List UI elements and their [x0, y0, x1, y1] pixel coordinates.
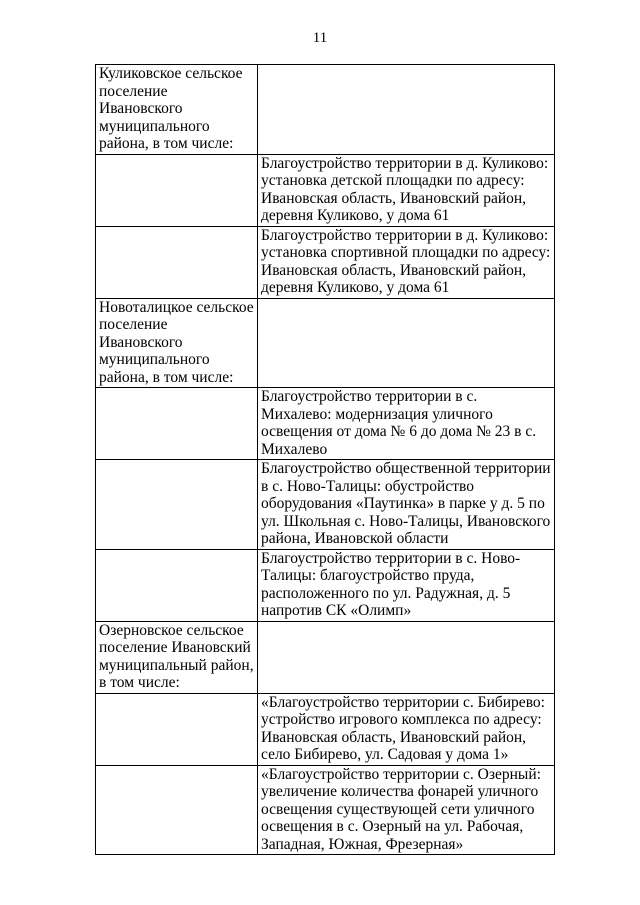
table-cell-settlement: [96, 388, 258, 460]
page-number: 11: [312, 30, 328, 46]
table-cell-settlement: [96, 460, 258, 550]
table-cell-project: Благоустройство территории в с. Михалево: модернизация уличного освещения от дома № 6 до дома № 23 в с. Михалево: [258, 388, 555, 460]
table-row: [96, 549, 555, 621]
table-row: [96, 65, 555, 155]
table-cell-project: Благоустройство территории в с. Ново-Талицы: благоустройство пруда, расположенного по ул. Радужная, д. 5 напротив СК «Олимп»: [258, 549, 555, 621]
table-cell-project: «Благоустройство территории с. Бибирево: устройство игрового комплекса по адресу: Ивановская область, Ивановский район, село Бибирево, ул. Садовая у дома 1»: [258, 693, 555, 765]
table-cell-settlement: [96, 154, 258, 226]
table-cell-settlement: Куликовское сельское поселение Ивановского муниципального района, в том числе:: [96, 65, 258, 155]
table-cell-settlement: [96, 226, 258, 298]
table-cell-project: Благоустройство общественной территории в с. Ново-Талицы: обустройство оборудования «Паутинка» в парке у д. 5 по ул. Школьная с. Ново-Талицы, Ивановского района, Ивановской области: [258, 460, 555, 550]
table-row: [96, 154, 555, 226]
table-cell-project: «Благоустройство территории с. Озерный: увеличение количества фонарей уличного освещения существующей сети уличного освещения в с. Озерный на ул. Рабочая, Западная, Южная, Фрезерная»: [258, 765, 555, 855]
table-cell-project: [258, 65, 555, 155]
table-cell-settlement: [96, 693, 258, 765]
table-row: [96, 693, 555, 765]
table-row: [96, 460, 555, 550]
table-row: [96, 226, 555, 298]
table-row: [96, 298, 555, 388]
table-cell-project: [258, 298, 555, 388]
table-cell-project: [258, 621, 555, 693]
settlements-projects-table: [95, 64, 555, 855]
table-row: [96, 621, 555, 693]
table-cell-settlement: [96, 549, 258, 621]
table-cell-settlement: [96, 765, 258, 855]
table-row: [96, 388, 555, 460]
table-cell-project: Благоустройство территории в д. Куликово: установка детской площадки по адресу: Ивановская область, Ивановский район, деревня Куликово, у дома 61: [258, 154, 555, 226]
table-cell-settlement: Озерновское сельское поселение Ивановский муниципальный район, в том числе:: [96, 621, 258, 693]
table-cell-settlement: Новоталицкое сельское поселение Ивановского муниципального района, в том числе:: [96, 298, 258, 388]
table-cell-project: Благоустройство территории в д. Куликово: установка спортивной площадки по адресу: Ивановская область, Ивановский район, деревня Куликово, у дома 61: [258, 226, 555, 298]
table-body: [96, 65, 555, 855]
table-row: [96, 765, 555, 855]
